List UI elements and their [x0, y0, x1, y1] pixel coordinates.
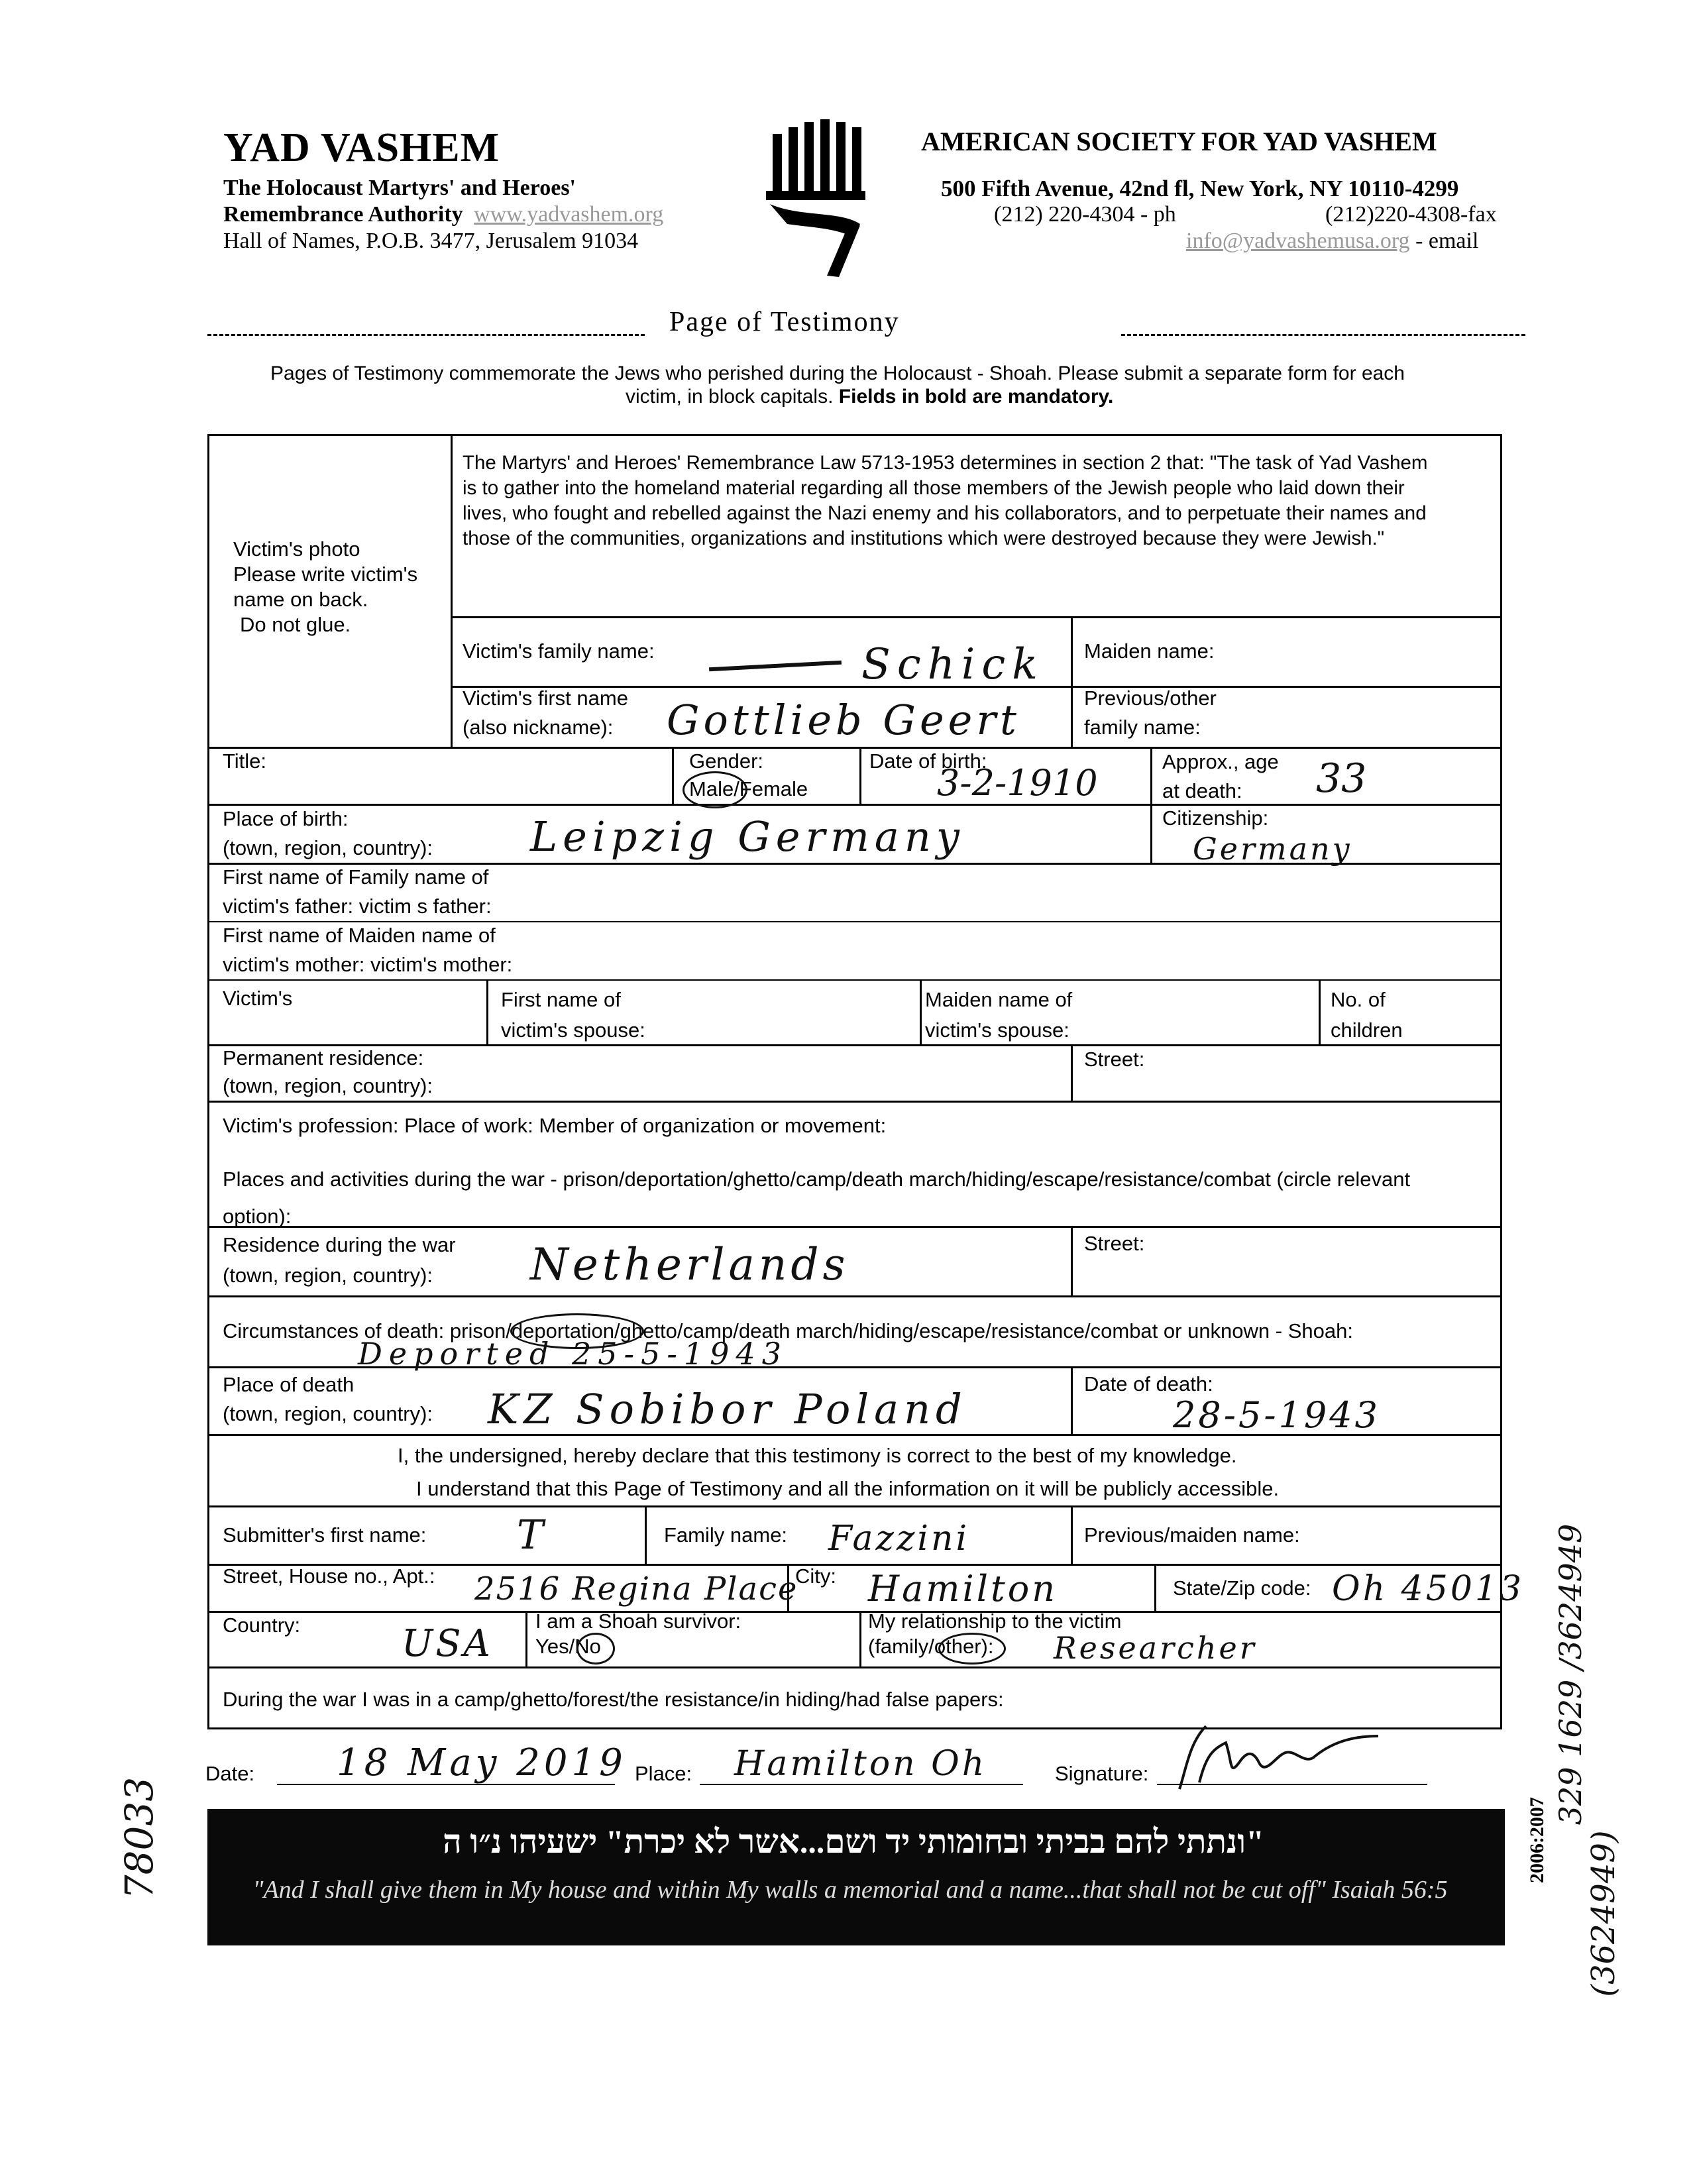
spouse-first-label-2: victim's spouse: [501, 1018, 645, 1042]
gender-options[interactable]: Male/Female [689, 777, 808, 800]
right-margin-note: 329 1629 /3624949 [1553, 1523, 1588, 1826]
age-label-1: Approx., age [1162, 750, 1279, 773]
father-label-1: First name of Family name of [223, 865, 489, 889]
war-res-label-1: Residence during the war [223, 1233, 456, 1256]
place-of-death-value[interactable]: KZ Sobibor Poland [488, 1385, 967, 1433]
signature-label: Signature: [1055, 1762, 1149, 1785]
photo-instructions [233, 537, 417, 637]
place-of-death-label [223, 1370, 433, 1429]
age-at-death-label [1162, 747, 1279, 806]
intro-text-2 [626, 386, 1113, 408]
citizenship-label: Citizenship: [1162, 806, 1269, 830]
law-line-3: lives, who fought and rebelled against the Nazi enemy and his collaborators, and to perpetuate their names and [463, 502, 1427, 524]
children-label-1: No. of [1331, 988, 1386, 1011]
place-of-birth-label [223, 804, 433, 863]
email-link[interactable]: info@yadvashemusa.org [1186, 229, 1410, 253]
law-line-2: is to gather into the homeland material regarding all those members of the Jewish people who laid down their [463, 477, 1405, 499]
war-residence-value[interactable]: Netherlands [530, 1239, 849, 1290]
yad-vashem-url-link[interactable]: www.yadvashem.org [474, 202, 664, 227]
photo-line-4: Do not glue. [240, 613, 351, 636]
american-society-address: 500 Fifth Avenue, 42nd fl, New York, NY 10110-4299 [941, 176, 1459, 201]
male-circle [683, 771, 747, 808]
war-residence-label [223, 1230, 456, 1291]
title-dash-right [1121, 334, 1525, 336]
other-circle [938, 1633, 1006, 1665]
date-label: Date: [205, 1762, 255, 1785]
profession-label: Victim's profession: Place of work: Member of organization or movement: [223, 1114, 887, 1137]
prev-family-label-2: family name: [1084, 716, 1201, 739]
age-at-death-value[interactable]: 33 [1316, 755, 1367, 802]
submitter-family-name-label: Family name: [664, 1523, 788, 1547]
form-title: Page of Testimony [669, 307, 900, 337]
date-of-death-label: Date of death: [1084, 1372, 1213, 1395]
place-of-birth-value[interactable]: Leipzig Germany [530, 812, 965, 861]
spouse-maiden-name-label [925, 985, 1072, 1046]
date-of-death-value[interactable]: 28-5-1943 [1173, 1394, 1380, 1436]
country-value[interactable]: USA [402, 1622, 493, 1665]
state-zip-value[interactable]: Oh 45013 [1332, 1569, 1525, 1609]
date-of-birth-label: Date of birth: [869, 749, 987, 773]
city-label: City: [795, 1564, 836, 1588]
number-of-children-label [1331, 985, 1403, 1046]
date-of-birth-value[interactable]: 3-2-1910 [937, 762, 1098, 804]
first-name-label-2: (also nickname): [463, 716, 614, 739]
permanent-residence-label [223, 1044, 433, 1100]
first-name-label-1: Victim's first name [463, 686, 628, 710]
footer-english-quote: "And I shall give them in My house and within My walls a memorial and a name...that shall not be cut off" Isaiah 56:5 [252, 1876, 1448, 1904]
title-label: Title: [223, 749, 267, 773]
place-value[interactable]: Hamilton Oh [734, 1744, 987, 1784]
citizenship-value[interactable]: Germany [1193, 831, 1352, 867]
relationship-value[interactable]: Researcher [1054, 1630, 1257, 1666]
intro-text-1: Pages of Testimony commemorate the Jews who perished during the Holocaust - Shoah. Please submit a separate form for each [270, 362, 1405, 384]
pob-label-1: Place of birth: [223, 807, 349, 830]
mother-label-2: victim's mother: victim's mother: [223, 953, 513, 976]
submitter-previous-name-label: Previous/maiden name: [1084, 1523, 1300, 1547]
photo-line-2: Please write victim's [233, 563, 418, 586]
family-name-strikeout [709, 661, 842, 671]
circumstances-label: Circumstances of death: prison/deportation/ghetto/camp/death march/hiding/escape/resistance/combat or unknown - Shoah: [223, 1319, 1353, 1342]
mother-label-1: First name of Maiden name of [223, 924, 496, 947]
photo-line-1: Victim's photo [233, 537, 360, 561]
spouse-maiden-label-1: Maiden name of [925, 988, 1073, 1011]
survivor-options[interactable]: Yes/No [535, 1635, 601, 1658]
perm-res-label-2: (town, region, country): [223, 1074, 433, 1097]
declaration-line-1: I, the undersigned, hereby declare that this testimony is correct to the best of my knowledge. [398, 1444, 1237, 1467]
pod-label-2: (town, region, country): [223, 1402, 433, 1425]
war-street-label: Street: [1084, 1232, 1145, 1255]
previous-family-name-label [1084, 684, 1217, 742]
title-dash-left [207, 334, 645, 336]
no-circle [576, 1633, 615, 1665]
submitter-first-name-value[interactable]: T [517, 1512, 544, 1558]
places-label-1: Places and activities during the war - prison/deportation/ghetto/camp/death march/hiding/escape/resistance/combat (circle relevant [223, 1168, 1411, 1191]
vertical-stamp: 2006:2007 [1526, 1797, 1548, 1883]
war-res-label-2: (town, region, country): [223, 1264, 433, 1287]
places-label-2: option): [223, 1205, 292, 1228]
state-zip-label: State/Zip code: [1173, 1576, 1311, 1600]
relationship-label-1: My relationship to the victim [868, 1610, 1122, 1633]
left-margin-note: 78033 [117, 1776, 162, 1900]
perm-res-label-1: Permanent residence: [223, 1046, 424, 1069]
law-line-4: those of the communities, organizations and institutions which were destroyed because they were Jewish." [463, 527, 1385, 549]
survivor-label [535, 1609, 741, 1659]
father-name-label [223, 863, 492, 921]
yad-vashem-logo [761, 119, 873, 278]
yad-vashem-subtitle-1: The Holocaust Martyrs' and Heroes' [223, 176, 576, 200]
law-line-1: The Martyrs' and Heroes' Remembrance Law 5713-1953 determines in section 2 that: "The task of Yad Vashem [463, 452, 1428, 474]
hall-of-names-address: Hall of Names, P.O.B. 3477, Jerusalem 91034 [223, 229, 639, 253]
victims-label: Victim's [223, 987, 293, 1010]
first-name-value[interactable]: Gottlieb Geert [667, 696, 1020, 744]
submitter-street-value[interactable]: 2516 Regina Place [474, 1570, 798, 1608]
email-line [1186, 229, 1478, 254]
fax-number: (212)220-4308-fax [1325, 202, 1497, 227]
signature-scribble [1153, 1716, 1392, 1796]
intro-block-capitals: victim, in block capitals. [626, 386, 834, 408]
submitter-family-name-value[interactable]: Fazzini [828, 1519, 970, 1558]
yad-vashem-title: YAD VASHEM [223, 125, 500, 170]
first-name-label [463, 684, 628, 742]
survivor-label-1: I am a Shoah survivor: [535, 1610, 741, 1633]
email-suffix: - email [1415, 229, 1479, 253]
date-value[interactable]: 18 May 2019 [337, 1741, 627, 1784]
age-label-2: at death: [1162, 779, 1242, 802]
pod-label-1: Place of death [223, 1373, 355, 1396]
relationship-label-2: (family/other): [868, 1635, 994, 1658]
photo-line-3: name on back. [233, 588, 368, 611]
gender-label-text: Gender: [689, 749, 764, 773]
city-value[interactable]: Hamilton [868, 1568, 1058, 1610]
submitter-first-name-label: Submitter's first name: [223, 1523, 427, 1547]
footer-quote-banner [207, 1809, 1505, 1945]
place-label: Place: [635, 1762, 692, 1785]
declaration-line-2: I understand that this Page of Testimony and all the information on it will be publicly accessible. [416, 1477, 1280, 1500]
spouse-first-label-1: First name of [501, 988, 621, 1011]
submitter-street-label: Street, House no., Apt.: [223, 1564, 435, 1588]
family-name-label: Victim's family name: [463, 639, 655, 663]
maiden-name-label: Maiden name: [1084, 639, 1215, 663]
yad-vashem-subtitle-2 [223, 202, 663, 227]
permanent-street-label: Street: [1084, 1048, 1145, 1071]
far-right-margin-note: (3624949) [1585, 1830, 1622, 1997]
prev-family-label-1: Previous/other [1084, 686, 1217, 710]
spouse-first-name-label [501, 985, 645, 1046]
american-society-title: AMERICAN SOCIETY FOR YAD VASHEM [921, 127, 1437, 156]
phone-number: (212) 220-4304 - ph [994, 202, 1176, 227]
footer-hebrew-quote: "ונתתי להם בביתי ובחומותי יד ושם...אשר לא יכרת" ישעיהו נ״ו ה [443, 1823, 1264, 1860]
law-text [463, 451, 1428, 551]
circumstances-value[interactable]: Deported 25-5-1943 [358, 1336, 788, 1372]
wartime-activities-label [223, 1161, 1410, 1235]
remembrance-authority: Remembrance Authority [223, 202, 463, 227]
mother-name-label [223, 921, 512, 979]
spouse-maiden-label-2: victim's spouse: [925, 1018, 1069, 1042]
pob-label-2: (town, region, country): [223, 836, 433, 859]
intro-mandatory: Fields in bold are mandatory. [838, 386, 1114, 408]
father-label-2: victim's father: victim s father: [223, 895, 492, 918]
during-war-label: During the war I was in a camp/ghetto/forest/the resistance/in hiding/had false papers: [223, 1688, 1004, 1711]
children-label-2: children [1331, 1018, 1403, 1042]
place-line [700, 1784, 1023, 1785]
family-name-value[interactable]: Schick [861, 640, 1044, 689]
country-label: Country: [223, 1613, 301, 1637]
